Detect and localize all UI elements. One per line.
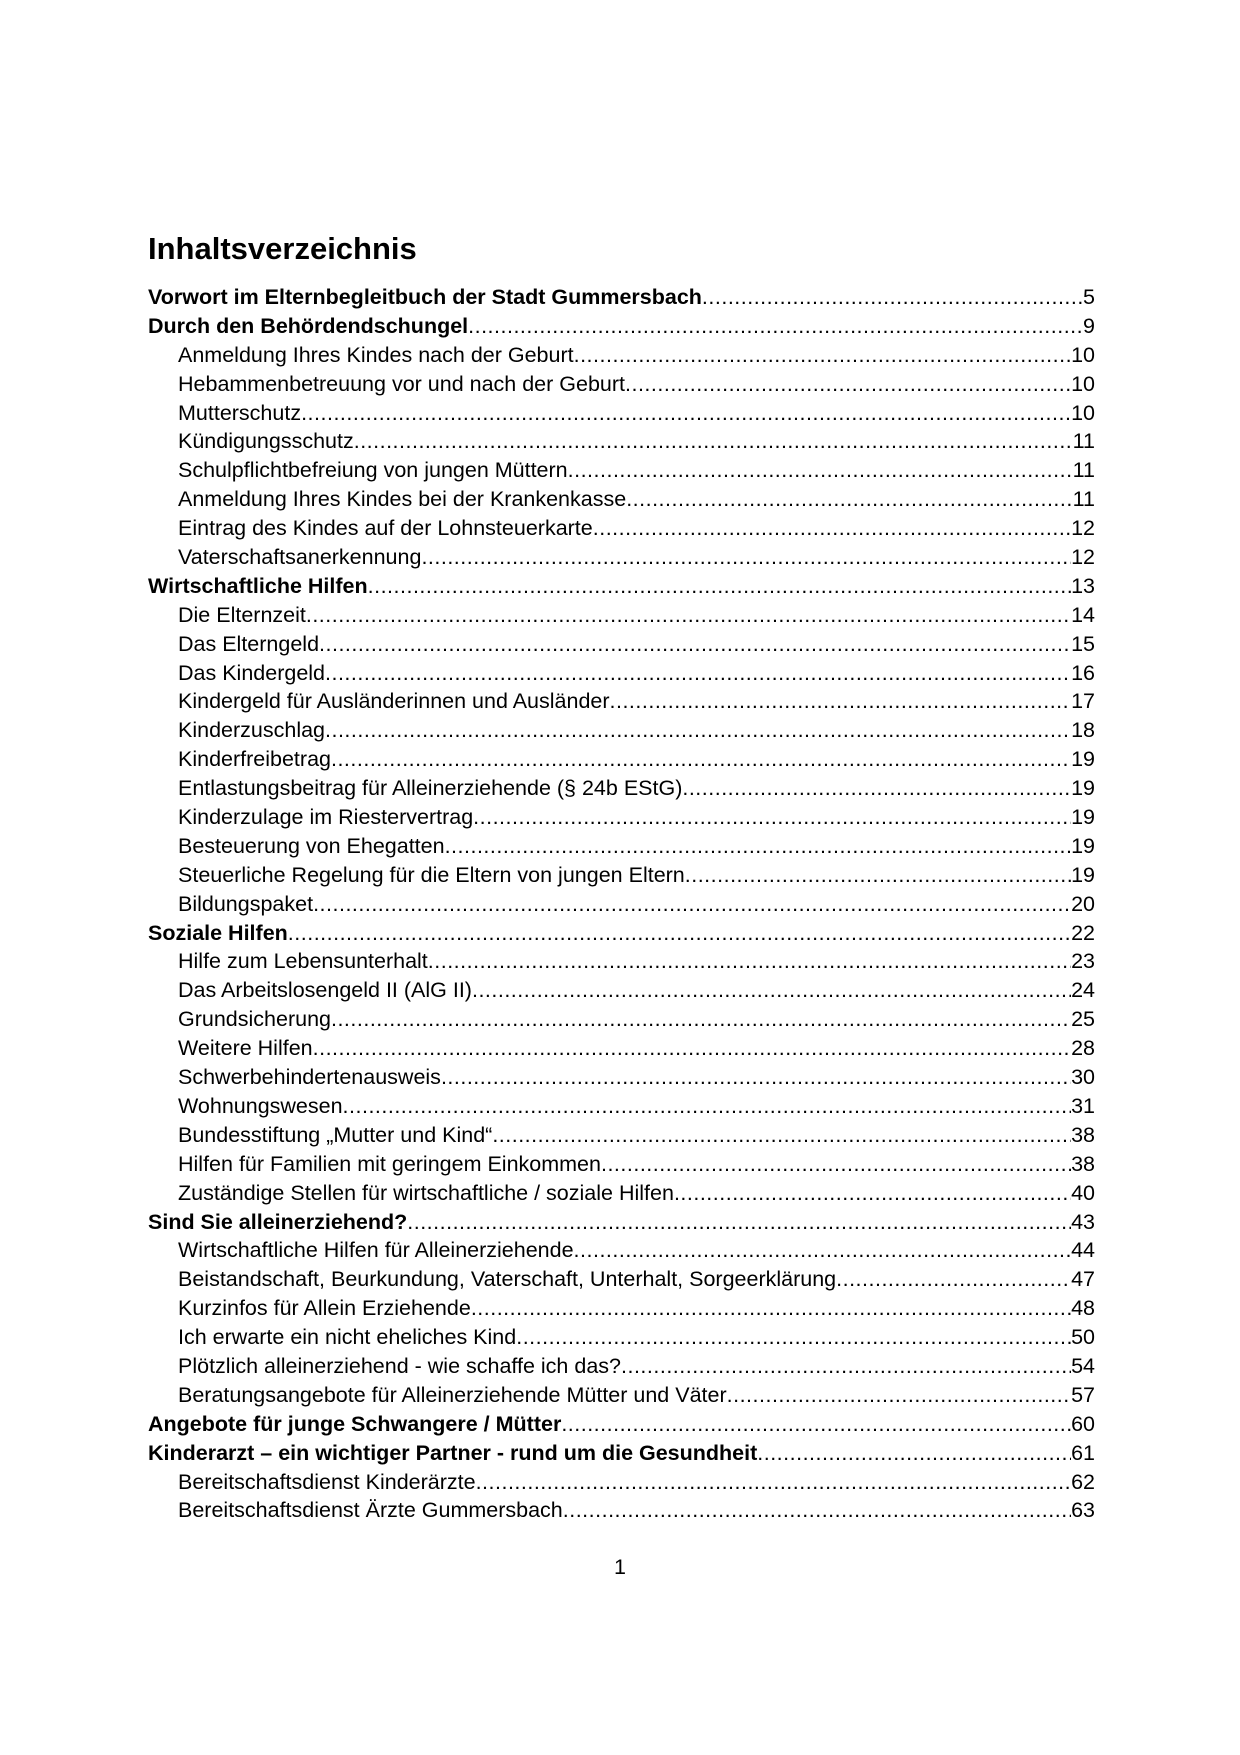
- toc-page-number: 11: [1072, 429, 1095, 454]
- toc-page-number: 28: [1071, 1036, 1095, 1061]
- toc-entry-text: Die Elternzeit: [178, 602, 306, 627]
- toc-entry-text: Mutterschutz: [178, 400, 302, 425]
- toc-entry-text: Eintrag des Kindes auf der Lohnsteuerkarte: [178, 516, 593, 541]
- toc-section-entry: [148, 1294, 1095, 1323]
- toc-dot-leader: [325, 716, 1071, 745]
- toc-entry-text: Kinderarzt – ein wichtiger Partner - rund um die Gesundheit: [148, 1440, 758, 1465]
- toc-section-entry: [148, 543, 1095, 572]
- toc-page-number: 10: [1071, 400, 1095, 425]
- toc-entry-text: Schwerbehindertenausweis: [178, 1065, 441, 1090]
- toc-dot-leader: [610, 687, 1072, 716]
- toc-section-entry: [148, 427, 1095, 456]
- toc-chapter-entry: [148, 919, 1095, 948]
- toc-section-entry: [148, 803, 1095, 832]
- toc-entry-text: Anmeldung Ihres Kindes bei der Krankenkasse: [178, 487, 627, 512]
- toc-title: Inhaltsverzeichnis: [148, 231, 417, 266]
- toc-dot-leader: [331, 745, 1071, 774]
- toc-chapter-entry: [148, 1410, 1095, 1439]
- toc-section-entry: [148, 1468, 1095, 1497]
- toc-section-entry: [148, 716, 1095, 745]
- toc-dot-leader: [601, 1150, 1071, 1179]
- toc-entry-text: Kurzinfos für Allein Erziehende: [178, 1296, 471, 1321]
- toc-page-number: 54: [1071, 1353, 1095, 1378]
- toc-entry-text: Hebammenbetreuung vor und nach der Geburt: [178, 371, 625, 396]
- toc-dot-leader: [682, 774, 1071, 803]
- toc-dot-leader: [674, 1179, 1071, 1208]
- toc-page-number: 60: [1071, 1411, 1095, 1436]
- toc-page-number: 50: [1071, 1325, 1095, 1350]
- toc-page-number: 61: [1071, 1440, 1095, 1465]
- toc-section-entry: [148, 659, 1095, 688]
- toc-page-number: 9: [1083, 313, 1095, 338]
- toc-entry-text: Bereitschaftsdienst Ärzte Gummersbach: [178, 1498, 563, 1523]
- toc-dot-leader: [343, 1092, 1072, 1121]
- toc-section-entry: [148, 832, 1095, 861]
- toc-dot-leader: [625, 370, 1071, 399]
- toc-page-number: 15: [1071, 631, 1095, 656]
- toc-chapter-entry: [148, 1208, 1095, 1237]
- toc-section-entry: [148, 1121, 1095, 1150]
- toc-section-entry: [148, 399, 1095, 428]
- toc-page-number: 63: [1071, 1498, 1095, 1523]
- toc-dot-leader: [301, 399, 1071, 428]
- toc-list: [148, 283, 1095, 1525]
- toc-chapter-entry: [148, 572, 1095, 601]
- toc-dot-leader: [313, 890, 1071, 919]
- toc-section-entry: [148, 630, 1095, 659]
- toc-page-number: 11: [1072, 487, 1095, 512]
- toc-page-number: 13: [1071, 573, 1095, 598]
- toc-entry-text: Kindergeld für Ausländerinnen und Ausländer: [178, 689, 610, 714]
- toc-section-entry: [148, 1265, 1095, 1294]
- toc-dot-leader: [568, 456, 1073, 485]
- toc-page-number: 16: [1071, 660, 1095, 685]
- toc-page-number: 43: [1071, 1209, 1095, 1234]
- toc-page-number: 44: [1071, 1238, 1095, 1263]
- toc-dot-leader: [325, 659, 1071, 688]
- toc-dot-leader: [468, 312, 1083, 341]
- toc-section-entry: [148, 1323, 1095, 1352]
- toc-entry-text: Wirtschaftliche Hilfen: [148, 573, 368, 598]
- toc-entry-text: Das Arbeitslosengeld II (AlG II): [178, 978, 472, 1003]
- toc-entry-text: Kinderzuschlag: [178, 718, 326, 743]
- toc-dot-leader: [471, 1294, 1071, 1323]
- toc-entry-text: Hilfen für Familien mit geringem Einkommen: [178, 1151, 601, 1176]
- toc-chapter-entry: [148, 1439, 1095, 1468]
- toc-section-entry: [148, 514, 1095, 543]
- toc-dot-leader: [563, 1496, 1071, 1525]
- toc-dot-leader: [492, 1121, 1071, 1150]
- toc-entry-text: Soziale Hilfen: [148, 920, 288, 945]
- toc-section-entry: [148, 1034, 1095, 1063]
- toc-section-entry: [148, 601, 1095, 630]
- toc-entry-text: Bildungspaket: [178, 891, 314, 916]
- toc-dot-leader: [313, 1034, 1071, 1063]
- toc-section-entry: [148, 1150, 1095, 1179]
- toc-entry-text: Hilfe zum Lebensunterhalt: [178, 949, 428, 974]
- toc-section-entry: [148, 485, 1095, 514]
- toc-page-number: 14: [1071, 602, 1095, 627]
- toc-page-number: 25: [1071, 1007, 1095, 1032]
- toc-dot-leader: [516, 1323, 1071, 1352]
- toc-page-number: 38: [1071, 1151, 1095, 1176]
- toc-entry-text: Wirtschaftliche Hilfen für Alleinerziehende: [178, 1238, 574, 1263]
- toc-entry-text: Plötzlich alleinerziehend - wie schaffe ich das?: [178, 1353, 621, 1378]
- toc-page-number: 20: [1071, 891, 1095, 916]
- toc-entry-text: Weitere Hilfen: [178, 1036, 313, 1061]
- toc-page-number: 62: [1071, 1469, 1095, 1494]
- toc-page-number: 17: [1071, 689, 1095, 714]
- toc-entry-text: Ich erwarte ein nicht eheliches Kind: [178, 1325, 517, 1350]
- toc-entry-text: Vorwort im Elternbegleitbuch der Stadt Gummersbach: [148, 285, 702, 309]
- toc-entry-text: Entlastungsbeitrag für Alleinerziehende (§ 24b EStG): [178, 776, 683, 801]
- toc-section-entry: [148, 1063, 1095, 1092]
- toc-page-number: 19: [1071, 776, 1095, 801]
- toc-dot-leader: [331, 1005, 1071, 1034]
- toc-page-number: 38: [1071, 1122, 1095, 1147]
- toc-entry-text: Das Elterngeld: [178, 631, 320, 656]
- toc-section-entry: [148, 1381, 1095, 1410]
- toc-dot-leader: [626, 485, 1072, 514]
- toc-page-number: 19: [1071, 862, 1095, 887]
- toc-entry-text: Kinderzulage im Riestervertrag: [178, 805, 474, 830]
- toc-dot-leader: [685, 861, 1071, 890]
- toc-dot-leader: [757, 1439, 1071, 1468]
- toc-page-number: 12: [1071, 516, 1095, 541]
- toc-page-number: 40: [1071, 1180, 1095, 1205]
- toc-dot-leader: [445, 832, 1072, 861]
- toc-section-entry: [148, 774, 1095, 803]
- toc-dot-leader: [472, 976, 1071, 1005]
- toc-entry-text: Anmeldung Ihres Kindes nach der Geburt: [178, 342, 574, 367]
- toc-entry-text: Sind Sie alleinerziehend?: [148, 1209, 408, 1234]
- toc-page-number: 48: [1071, 1296, 1095, 1321]
- toc-page-number: 30: [1071, 1065, 1095, 1090]
- toc-dot-leader: [593, 514, 1071, 543]
- toc-entry-text: Beistandschaft, Beurkundung, Vaterschaft, Unterhalt, Sorgeerklärung: [178, 1267, 837, 1292]
- toc-page-number: 12: [1071, 545, 1095, 570]
- toc-chapter-entry: [148, 312, 1095, 341]
- toc-dot-leader: [836, 1265, 1071, 1294]
- toc-dot-leader: [421, 543, 1071, 572]
- toc-page-number: 5: [1083, 285, 1095, 309]
- toc-section-entry: [148, 687, 1095, 716]
- toc-page-number: 11: [1072, 458, 1095, 483]
- toc-entry-text: Durch den Behördendschungel: [148, 313, 469, 338]
- toc-section-entry: [148, 1236, 1095, 1265]
- toc-dot-leader: [441, 1063, 1071, 1092]
- toc-entry-text: Kündigungsschutz: [178, 429, 354, 454]
- toc-section-entry: [148, 1179, 1095, 1208]
- toc-page-number: 23: [1071, 949, 1095, 974]
- toc-section-entry: [148, 976, 1095, 1005]
- toc-dot-leader: [354, 427, 1073, 456]
- toc-entry-text: Steuerliche Regelung für die Eltern von jungen Eltern: [178, 862, 685, 887]
- toc-page-number: 10: [1071, 371, 1095, 396]
- toc-entry-text: Beratungsangebote für Alleinerziehende Mütter und Väter: [178, 1382, 727, 1407]
- toc-section-entry: [148, 1005, 1095, 1034]
- toc-dot-leader: [428, 947, 1071, 976]
- toc-page-number: 31: [1071, 1093, 1095, 1118]
- toc-dot-leader: [574, 341, 1071, 370]
- toc-entry-text: Angebote für junge Schwangere / Mütter: [148, 1411, 562, 1436]
- toc-entry-text: Kinderfreibetrag: [178, 747, 331, 772]
- toc-page-number: 19: [1071, 833, 1095, 858]
- toc-dot-leader: [473, 803, 1071, 832]
- toc-entry-text: Bereitschaftsdienst Kinderärzte: [178, 1469, 476, 1494]
- toc-page-number: 47: [1071, 1267, 1095, 1292]
- toc-section-entry: [148, 1496, 1095, 1525]
- toc-section-entry: [148, 861, 1095, 890]
- toc-section-entry: [148, 1092, 1095, 1121]
- toc-section-entry: [148, 890, 1095, 919]
- toc-entry-text: Grundsicherung: [178, 1007, 331, 1032]
- toc-section-entry: [148, 341, 1095, 370]
- toc-entry-text: Schulpflichtbefreiung von jungen Müttern: [178, 458, 568, 483]
- toc-dot-leader: [621, 1352, 1071, 1381]
- page-number: 1: [614, 1555, 626, 1579]
- toc-section-entry: [148, 1352, 1095, 1381]
- toc-dot-leader: [476, 1468, 1072, 1497]
- toc-entry-text: Wohnungswesen: [178, 1093, 343, 1118]
- toc-dot-leader: [561, 1410, 1071, 1439]
- toc-section-entry: [148, 745, 1095, 774]
- toc-dot-leader: [368, 572, 1071, 601]
- toc-dot-leader: [319, 630, 1071, 659]
- toc-page-number: 22: [1071, 920, 1095, 945]
- toc-dot-leader: [727, 1381, 1071, 1410]
- toc-entry-text: Besteuerung von Ehegatten: [178, 833, 445, 858]
- toc-page-number: 19: [1071, 805, 1095, 830]
- toc-entry-text: Zuständige Stellen für wirtschaftliche / soziale Hilfen: [178, 1180, 674, 1205]
- toc-section-entry: [148, 456, 1095, 485]
- toc-entry-text: Vaterschaftsanerkennung: [178, 545, 422, 570]
- toc-dot-leader: [407, 1208, 1071, 1237]
- toc-dot-leader: [702, 283, 1083, 312]
- toc-page-number: 18: [1071, 718, 1095, 743]
- toc-entry-text: Das Kindergeld: [178, 660, 326, 685]
- toc-entry-text: Bundesstiftung „Mutter und Kind“: [178, 1122, 493, 1147]
- toc-section-entry: [148, 947, 1095, 976]
- toc-page-number: 57: [1071, 1382, 1095, 1407]
- toc-page-number: 19: [1071, 747, 1095, 772]
- toc-dot-leader: [306, 601, 1071, 630]
- toc-section-entry: [148, 370, 1095, 399]
- toc-page-number: 10: [1071, 342, 1095, 367]
- toc-chapter-entry: [148, 283, 1095, 312]
- toc-page-number: 24: [1071, 978, 1095, 1003]
- toc-dot-leader: [574, 1236, 1072, 1265]
- toc-dot-leader: [288, 919, 1071, 948]
